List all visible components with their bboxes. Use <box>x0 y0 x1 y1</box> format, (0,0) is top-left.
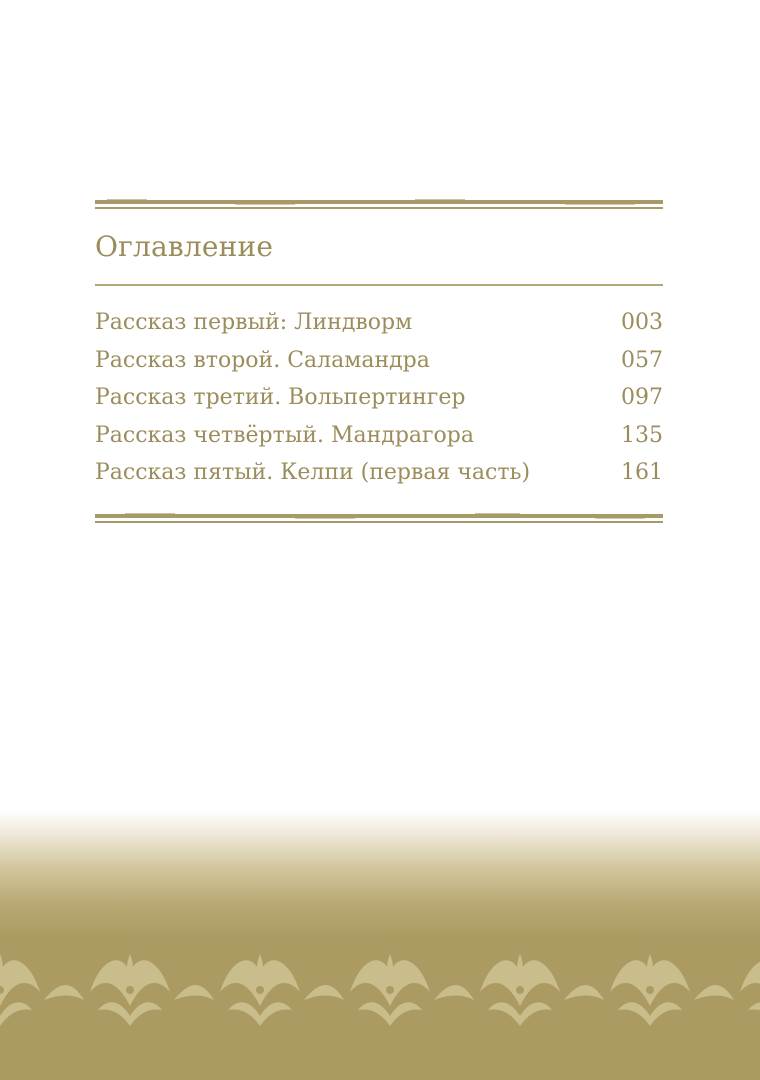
bottom-double-rule <box>95 510 663 526</box>
toc-entry-title: Рассказ третий. Вольпертингер <box>95 385 466 410</box>
toc-entry[interactable] <box>95 385 663 423</box>
toc-list <box>95 310 663 498</box>
footer-gold-band <box>0 810 760 1080</box>
toc-entry-page: 003 <box>621 310 663 335</box>
toc-entry-title: Рассказ четвёртый. Мандрагора <box>95 422 474 448</box>
toc-entry-page: 097 <box>621 385 663 410</box>
toc-entry[interactable] <box>95 348 663 386</box>
toc-title: Оглавление <box>95 230 274 263</box>
toc-entry[interactable] <box>95 423 663 461</box>
toc-entry-title: Рассказ пятый. Келпи (первая часть) <box>95 460 531 485</box>
toc-entry[interactable] <box>95 310 663 348</box>
top-double-rule <box>95 196 663 212</box>
toc-entry-title: Рассказ первый: Линдворм <box>95 310 413 335</box>
floral-ornament-border <box>0 950 760 1030</box>
toc-entry-page: 135 <box>621 422 663 448</box>
toc-entry[interactable] <box>95 460 663 498</box>
title-underline <box>95 282 663 288</box>
toc-entry-title: Рассказ второй. Саламандра <box>95 347 430 373</box>
toc-entry-page: 057 <box>621 347 663 373</box>
toc-entry-page: 161 <box>621 460 663 485</box>
